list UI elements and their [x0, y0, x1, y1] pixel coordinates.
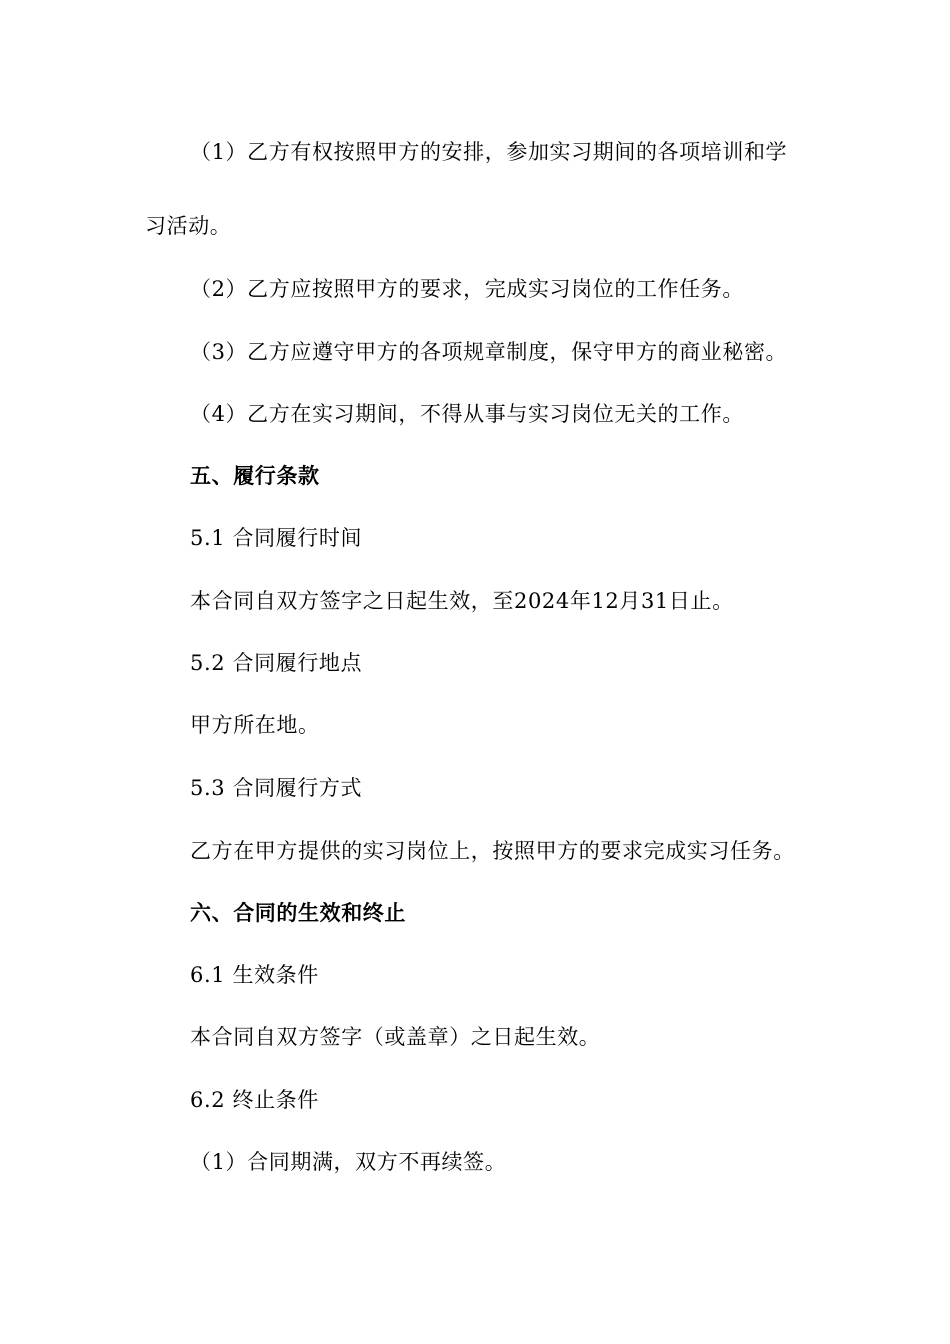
subsection-5-2-heading: 5.2 合同履行地点 — [190, 651, 363, 675]
subsection-6-1-heading: 6.1 生效条件 — [190, 963, 319, 987]
section-5-heading: 五、履行条款 — [190, 463, 320, 488]
subsection-5-2-text: 甲方所在地。 — [190, 713, 320, 737]
clause-6-2-1: （1）合同期满，双方不再续签。 — [190, 1150, 507, 1174]
subsection-5-3-text: 乙方在甲方提供的实习岗位上，按照甲方的要求完成实习任务。 — [190, 839, 795, 863]
clause-4-1-line-1: （1）乙方有权按照甲方的安排，参加实习期间的各项培训和学 — [190, 140, 788, 164]
subsection-6-1-text: 本合同自双方签字（或盖章）之日起生效。 — [190, 1025, 601, 1049]
subsection-5-1-text: 本合同自双方签字之日起生效，至2024年12月31日止。 — [190, 589, 734, 613]
subsection-5-3-heading: 5.3 合同履行方式 — [190, 776, 363, 800]
clause-4-1-line-2: 习活动。 — [145, 214, 232, 238]
clause-4-2: （2）乙方应按照甲方的要求，完成实习岗位的工作任务。 — [190, 277, 744, 301]
subsection-6-2-heading: 6.2 终止条件 — [190, 1088, 319, 1112]
clause-4-4: （4）乙方在实习期间，不得从事与实习岗位无关的工作。 — [190, 402, 744, 426]
section-6-heading: 六、合同的生效和终止 — [190, 900, 406, 925]
subsection-5-1-heading: 5.1 合同履行时间 — [190, 526, 363, 550]
clause-4-3: （3）乙方应遵守甲方的各项规章制度，保守甲方的商业秘密。 — [190, 340, 788, 364]
